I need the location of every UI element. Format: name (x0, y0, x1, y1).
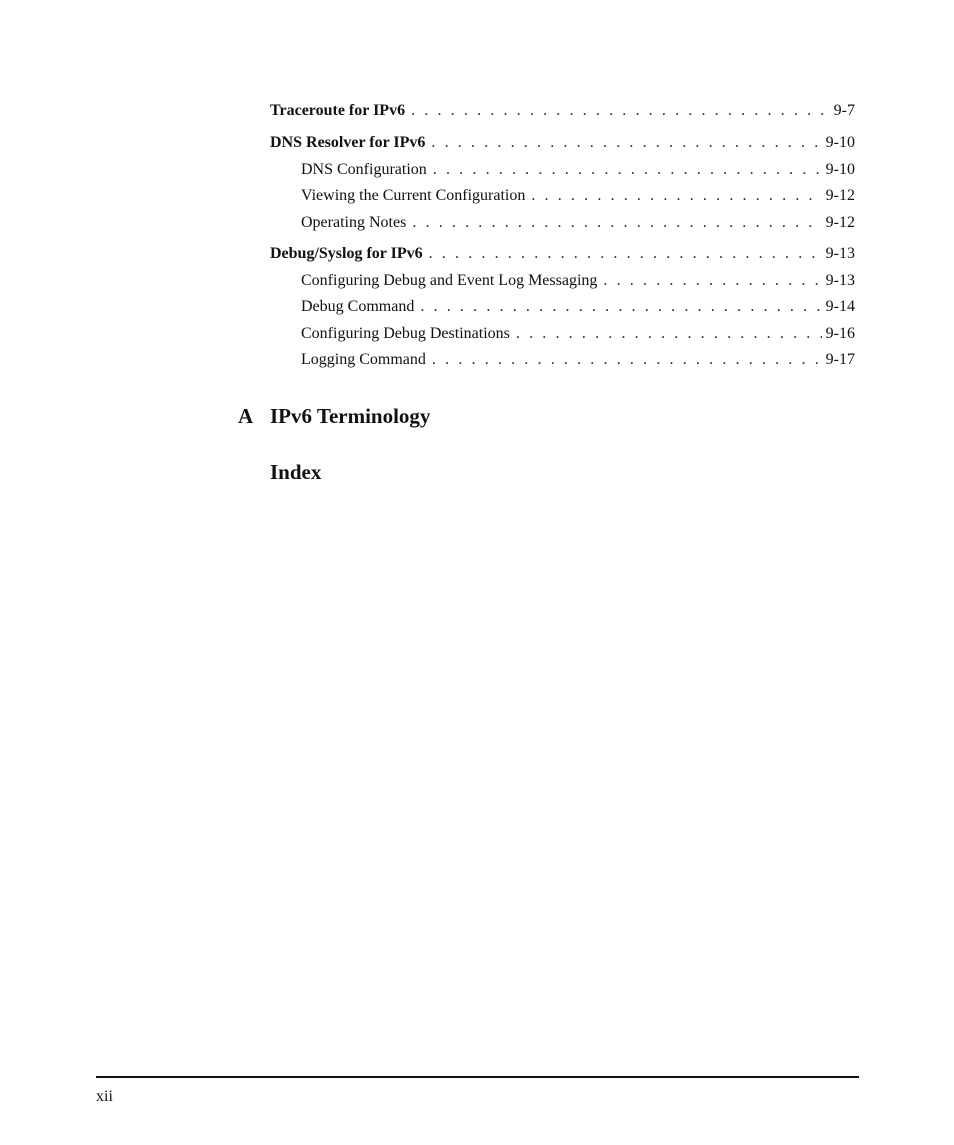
dot-leader (432, 351, 822, 369)
toc-entry-dns-resolver[interactable] (270, 134, 855, 152)
toc-entry-page: 9-7 (833, 102, 855, 119)
page-number: xii (96, 1088, 113, 1105)
toc-entry-title: Configuring Debug Destinations (301, 325, 510, 342)
dot-leader (516, 325, 822, 343)
toc-entry-title: Logging Command (301, 351, 426, 368)
toc-entry-page: 9-12 (825, 214, 855, 231)
toc-entry-page: 9-17 (825, 351, 855, 368)
toc-entry-page: 9-10 (825, 161, 855, 178)
dot-leader (412, 214, 821, 232)
toc-entry-debug-command[interactable] (301, 298, 855, 316)
toc-entry-page: 9-13 (825, 245, 855, 262)
appendix-letter: A (238, 404, 254, 428)
toc-entry-title: Traceroute for IPv6 (270, 102, 406, 119)
toc-appendix-heading[interactable] (238, 404, 430, 429)
dot-leader (431, 134, 821, 152)
toc-entry-configuring-debug-event-log[interactable] (301, 272, 855, 290)
toc-index-heading[interactable]: Index (270, 460, 322, 484)
toc-entry-viewing-current-configuration[interactable] (301, 187, 855, 205)
toc-entry-title: Configuring Debug and Event Log Messaging (301, 272, 598, 289)
toc-entry-title: Viewing the Current Configuration (301, 187, 526, 204)
toc-entry-page: 9-10 (825, 134, 855, 151)
dot-leader (411, 102, 830, 120)
appendix-title: IPv6 Terminology (270, 404, 431, 428)
toc-entry-title: Debug/Syslog for IPv6 (270, 245, 423, 262)
toc-entry-page: 9-16 (825, 325, 855, 342)
dot-leader (420, 298, 821, 316)
toc-entry-traceroute[interactable] (270, 102, 855, 120)
toc-entry-operating-notes[interactable] (301, 214, 855, 232)
toc-entry-title: Operating Notes (301, 214, 407, 231)
dot-leader (429, 245, 822, 263)
toc-entry-title: DNS Configuration (301, 161, 427, 178)
toc-entry-dns-configuration[interactable] (301, 161, 855, 179)
toc-entry-page: 9-12 (825, 187, 855, 204)
toc-entry-configuring-debug-destinations[interactable] (301, 325, 855, 343)
toc-entry-debug-syslog[interactable] (270, 245, 855, 263)
toc-entry-page: 9-14 (825, 298, 855, 315)
footer-rule (96, 1076, 859, 1078)
toc-entry-page: 9-13 (825, 272, 855, 289)
toc-entry-logging-command[interactable] (301, 351, 855, 369)
dot-leader (531, 187, 821, 205)
toc-entry-title: Debug Command (301, 298, 415, 315)
dot-leader (603, 272, 821, 290)
dot-leader (433, 161, 822, 179)
toc-entry-title: DNS Resolver for IPv6 (270, 134, 426, 151)
